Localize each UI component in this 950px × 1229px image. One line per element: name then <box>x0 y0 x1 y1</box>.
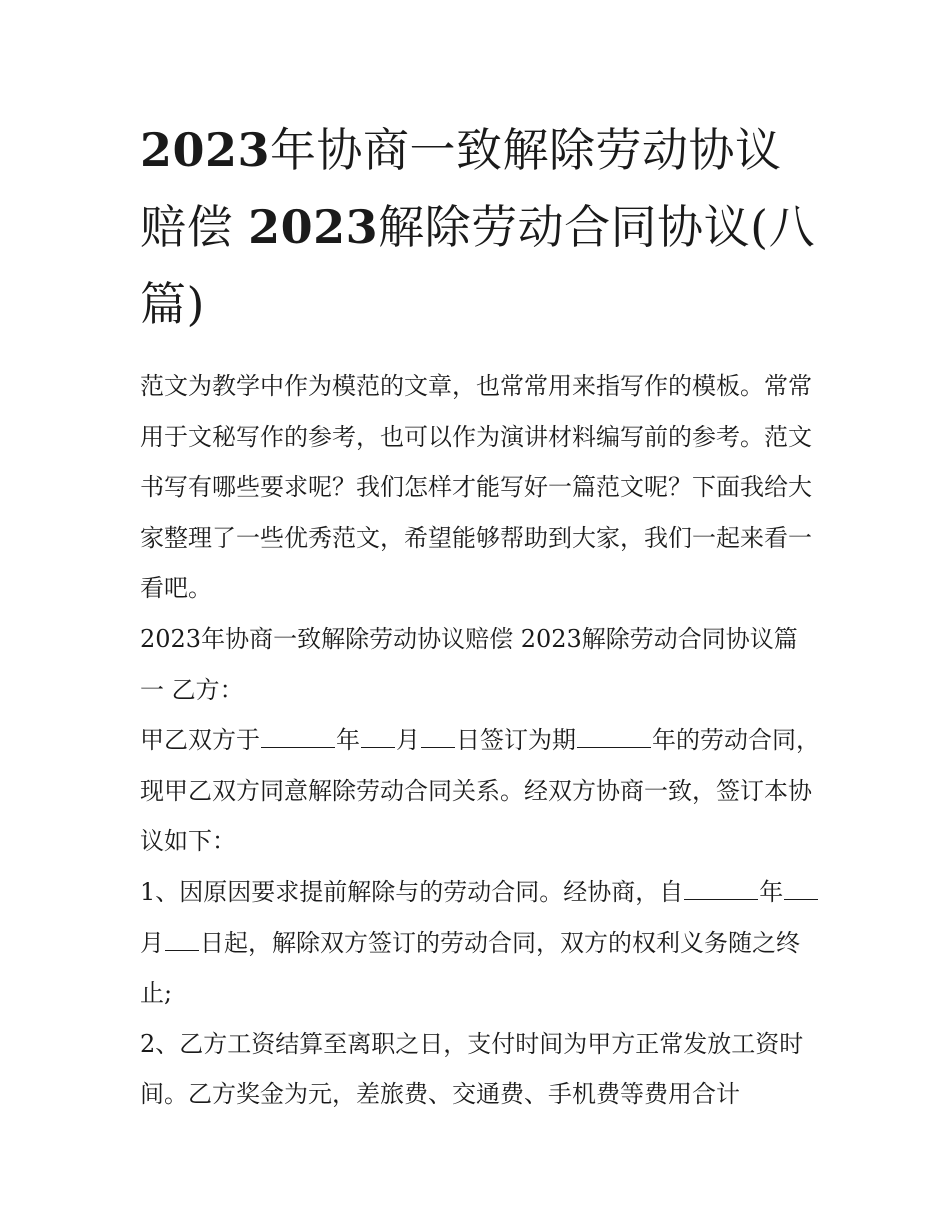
para1-text-4: 日签订为期 <box>456 726 576 755</box>
intro-paragraph: 范文为教学中作为模范的文章，也常常用来指写作的模板。常常用于文秘写作的参考，也可以作为演讲材料编写前的参考。范文书写有哪些要求呢？我们怎样才能写好一篇范文呢？下面我给大家整理了一些优秀范文，希望能够帮助到大家，我们一起来看一看吧。 <box>140 372 812 603</box>
clause-1 <box>140 867 820 1019</box>
title-year-1: 2023 <box>140 123 271 177</box>
document-page <box>140 112 820 1120</box>
document-body <box>140 361 820 1120</box>
title-text-1: 年协商一致解除劳动协议赔偿 <box>140 123 782 254</box>
agreement-paragraph <box>140 715 820 867</box>
para1-text-3: 月 <box>396 726 420 755</box>
title-text-2: 解除劳动合同协议(八篇) <box>140 200 816 331</box>
item1-text-3: 月 <box>140 928 164 957</box>
blank-field <box>684 877 758 900</box>
blank-field <box>261 725 335 748</box>
clause-2: 2、乙方工资结算至离职之日，支付时间为甲方正常发放工资时间。乙方奖金为元，差旅费、交通费、手机费等费用合计 <box>140 1029 804 1109</box>
title-year-2: 2023 <box>248 200 379 254</box>
document-title <box>140 112 820 343</box>
para1-text-5: 年的劳动合同，现甲乙双方同意解除劳动合同关系。经双方协商一致，签订本协议如下： <box>140 726 820 856</box>
section-heading: 2023年协商一致解除劳动协议赔偿 2023解除劳动合同协议篇一 乙方： <box>140 624 798 704</box>
item1-text-4: 日起，解除双方签订的劳动合同，双方的权利义务随之终止; <box>140 928 800 1008</box>
item1-text-2: 年 <box>759 877 784 906</box>
blank-field <box>577 725 651 748</box>
para1-text-2: 年 <box>336 726 360 755</box>
blank-field <box>784 877 818 900</box>
blank-field <box>361 725 395 748</box>
item1-text-1: 1、因原因要求提前解除与的劳动合同。经协商，自 <box>140 877 684 906</box>
blank-field <box>165 928 199 951</box>
para1-text-1: 甲乙双方于 <box>140 726 260 755</box>
blank-field <box>421 725 455 748</box>
